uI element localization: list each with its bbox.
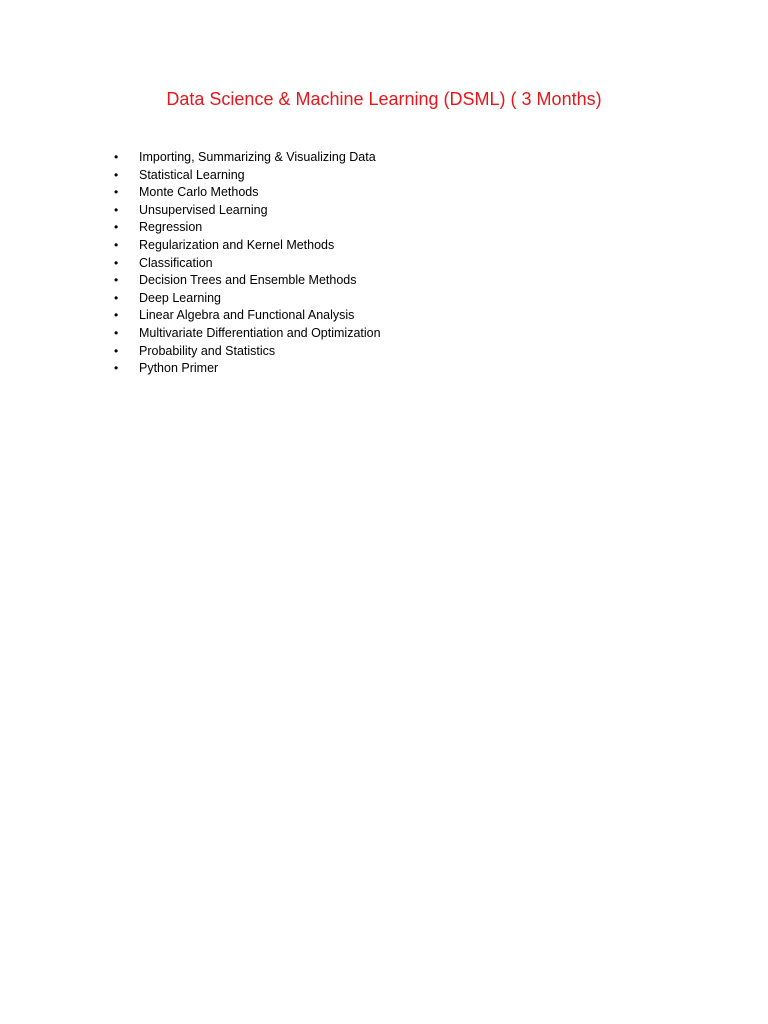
bullet-icon: •	[114, 220, 119, 235]
list-item-label: Classification	[139, 255, 213, 270]
bullet-icon: •	[114, 343, 119, 358]
bullet-icon: •	[114, 308, 119, 323]
bullet-icon: •	[114, 361, 119, 376]
list-item-label: Regularization and Kernel Methods	[139, 237, 335, 252]
list-item-label: Decision Trees and Ensemble Methods	[139, 273, 357, 288]
list-item-label: Deep Learning	[139, 290, 222, 305]
list-item-label: Multivariate Differentiation and Optimization	[139, 325, 381, 340]
document-title: Data Science & Machine Learning (DSML) ( 3 Months)	[166, 89, 602, 109]
bullet-icon: •	[114, 202, 119, 217]
list-item-label: Linear Algebra and Functional Analysis	[139, 308, 355, 323]
list-item-label: Probability and Statistics	[139, 343, 276, 358]
list-item-label: Importing, Summarizing & Visualizing Data	[139, 150, 376, 164]
bullet-icon: •	[114, 150, 119, 164]
bullet-icon: •	[114, 185, 119, 200]
bullet-icon: •	[114, 237, 119, 252]
bullet-icon: •	[114, 325, 119, 340]
bullet-icon: •	[114, 290, 119, 305]
bullet-icon: •	[114, 255, 119, 270]
list-item-label: Statistical Learning	[139, 167, 245, 182]
bullet-icon: •	[114, 167, 119, 182]
list-item-label: Unsupervised Learning	[139, 202, 268, 217]
bullet-icon: •	[114, 273, 119, 288]
list-item-label: Python Primer	[139, 361, 219, 376]
list-item-label: Monte Carlo Methods	[139, 185, 259, 200]
list-item-label: Regression	[139, 220, 203, 235]
